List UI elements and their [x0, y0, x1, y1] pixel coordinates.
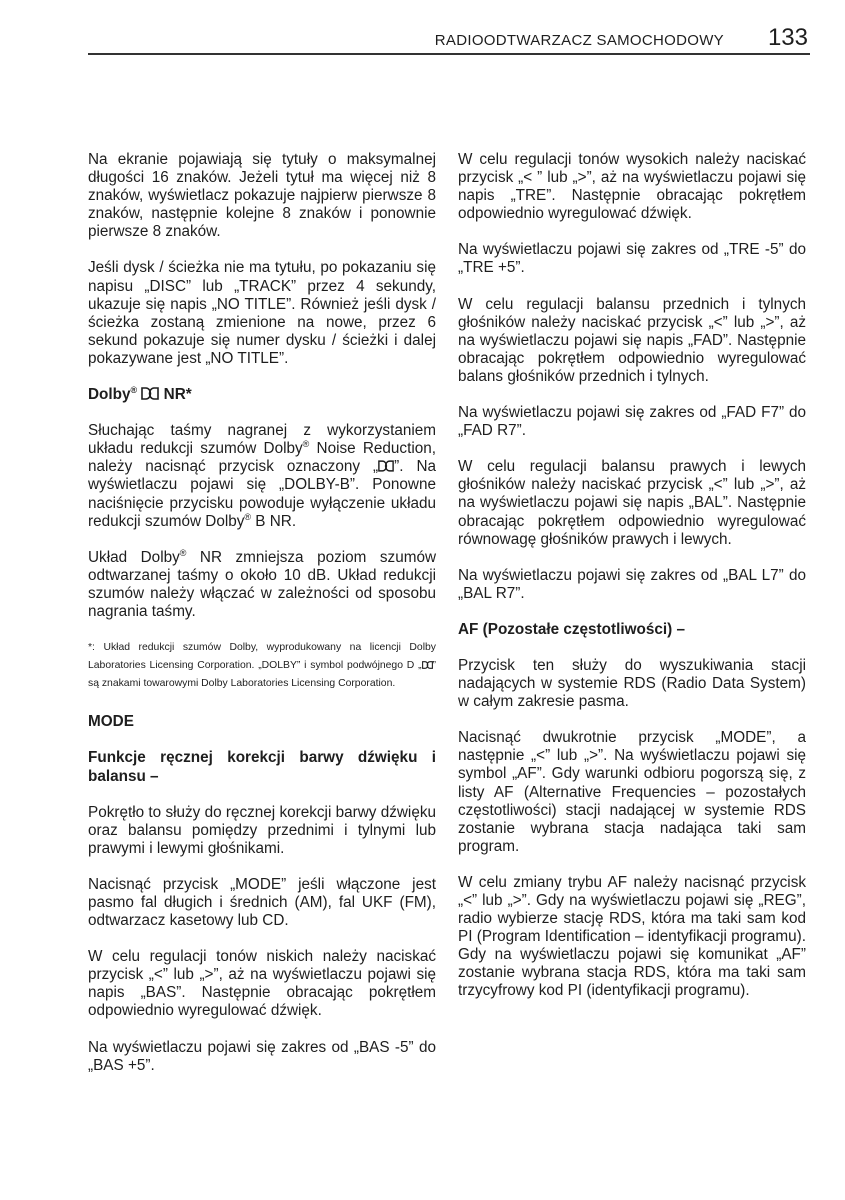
paragraph-bass-range: Na wyświetlaczu pojawi się zakres od „BAS -5” do „BAS +5”.	[88, 1038, 436, 1074]
paragraph-fader-adjust: W celu regulacji balansu przednich i tylnych głośników należy naciskać przycisk „<” lub „>”, aż na wyświetlaczu pojawi się napis „FAD”. Następnie obracając pokrętłem odpowiednio wyregulować balans głośników przednich i tylnych.	[458, 295, 806, 385]
paragraph-af-mode-change: W celu zmiany trybu AF należy nacisnąć przycisk „<” lub „>”. Gdy na wyświetlaczu pojawi się „REG”, radio wybierze stację RDS, która ma taki sam kod PI (Program Identification – identyfikacji programu). Gdy na wyświetlaczu pojawi się komunikat „AF” zostanie wybrana stacja RDS, która ma taki sam trzycyfrowy kod PI (identyfikacji programu).	[458, 873, 806, 1000]
page-number: 133	[767, 24, 808, 51]
dolby-usage-part3: ”. Na wyświetlaczu pojawi się „DOLBY-B”. Ponowne naciśnięcie przycisku powoduje wyłączenie układu redukcji szumów Dolby	[88, 458, 436, 530]
dolby-usage-part1: Słuchając taśmy nagranej z wykorzystaniem układu redukcji szumów Dolby	[88, 422, 436, 458]
right-column	[458, 151, 806, 1019]
tone-balance-heading: Funkcje ręcznej korekcji barwy dźwięku i balansu –	[88, 749, 436, 785]
double-d-dolby-icon	[141, 387, 159, 400]
left-column	[88, 151, 436, 1093]
paragraph-dolby-noise	[88, 549, 436, 621]
dolby-heading	[88, 386, 436, 404]
dolby-heading-text: Dolby	[88, 386, 131, 404]
paragraph-af-enable: Nacisnąć dwukrotnie przycisk „MODE”, a następnie „<” lub „>”. Na wyświetlaczu pojawi się symbol „AF”. Gdy warunki odbioru pogorszą się, z listy AF (Alternative Frequencies – pozostałych częstotliwości) stacji nadającej w systemie RDS zostanie wybrana stacja nadająca taki sam program.	[458, 729, 806, 855]
paragraph-af-purpose: Przycisk ten służy do wyszukiwania stacji nadających w systemie RDS (Radio Data System) w całym zakresie pasma.	[458, 656, 806, 711]
paragraph-press-mode: Nacisnąć przycisk „MODE” jeśli włączone jest pasmo fal długich i średnich (AM), fal UKF (FM), odtwarzacz kasetowy lub CD.	[88, 875, 436, 930]
paragraph-treble-range: Na wyświetlaczu pojawi się zakres od „TRE -5” do „TRE +5”.	[458, 241, 806, 277]
registered-mark: ®	[179, 547, 187, 558]
dolby-noise-part1: Układ Dolby	[88, 548, 180, 566]
dolby-usage-part2: Noise Reduction, należy nacisnąć przycisk oznaczony „	[88, 440, 436, 476]
footnote-part2: ” są znakami towarowymi Dolby Laboratories Licensing Corporation.	[88, 660, 436, 690]
paragraph-bass-adjust: W celu regulacji tonów niskich należy naciskać przycisk „<” lub „>”, aż na wyświetlaczu pojawi się napis „BAS”. Następnie obracając pokrętłem odpowiednio wyregulować dźwięk.	[88, 948, 436, 1020]
registered-mark: ®	[244, 511, 252, 522]
dolby-noise-part2: NR zmniejsza poziom szumów odtwarzanej taśmy o około 10 dB. Układ redukcji szumów należy włączać w zależności od sposobu nagrania taśmy.	[88, 548, 437, 620]
dolby-usage-part4: B NR.	[251, 512, 297, 530]
header-rule	[88, 53, 810, 55]
paragraph-balance-range: Na wyświetlaczu pojawi się zakres od „BAL L7” do „BAL R7”.	[458, 566, 806, 602]
mode-heading: MODE	[88, 713, 134, 731]
paragraph-fader-range: Na wyświetlaczu pojawi się zakres od „FAD F7” do „FAD R7”.	[458, 404, 806, 440]
paragraph-treble-adjust: W celu regulacji tonów wysokich należy naciskać przycisk „< ” lub „>”, aż na wyświetlaczu pojawi się napis „TRE”. Następnie obracając pokrętłem odpowiednio wyregulować dźwięk.	[458, 151, 806, 223]
paragraph-dolby-usage	[88, 422, 436, 531]
page-header	[88, 24, 810, 54]
paragraph-no-title: Jeśli dysk / ścieżka nie ma tytułu, po pokazaniu się napisu „DISC” lub „TRACK” przez 4 sekundy, ukazuje się napis „NO TITLE”. Również jeśli dysk / ścieżka zostaną zmienione na nowe, przez 6 sekund pokazuje się numer dysku / ścieżki i dalej pokazywane jest „NO TITLE”.	[88, 259, 436, 367]
double-d-dolby-icon	[422, 661, 433, 669]
footnote	[88, 639, 436, 693]
registered-mark: ®	[130, 385, 138, 396]
registered-mark: ®	[302, 439, 310, 450]
paragraph-title-length: Na ekranie pojawiają się tytuły o maksymalnej długości 16 znaków. Jeżeli tytuł ma więcej niż 8 znaków, wyświetlacz pokazuje najpierw pierwsze 8 znaków, następnie kolejne 8 znaków i ponownie pierwsze 8 znaków.	[88, 151, 436, 241]
dolby-heading-nr: NR*	[163, 386, 192, 404]
paragraph-balance-adjust: W celu regulacji balansu prawych i lewych głośników należy naciskać przycisk „<” lub „>”, aż na wyświetlaczu pojawi się napis „BAL”. Następnie obracając pokrętłem odpowiednio wyregulować równowagę głośników prawych i lewych.	[458, 458, 806, 548]
footnote-part1: *: Układ redukcji szumów Dolby, wyprodukowany na licencji Dolby Laboratories Licensing Corporation. „DOLBY” i symbol podwójnego D „	[88, 642, 436, 672]
section-title: RADIOODTWARZACZ SAMOCHODOWY	[434, 32, 724, 49]
double-d-dolby-icon	[378, 460, 394, 472]
af-heading: AF (Pozostałe częstotliwości) –	[458, 620, 685, 638]
paragraph-knob-purpose: Pokrętło to służy do ręcznej korekcji barwy dźwięku oraz balansu pomiędzy przednimi i tylnymi lub prawymi i lewymi głośnikami.	[88, 803, 436, 857]
